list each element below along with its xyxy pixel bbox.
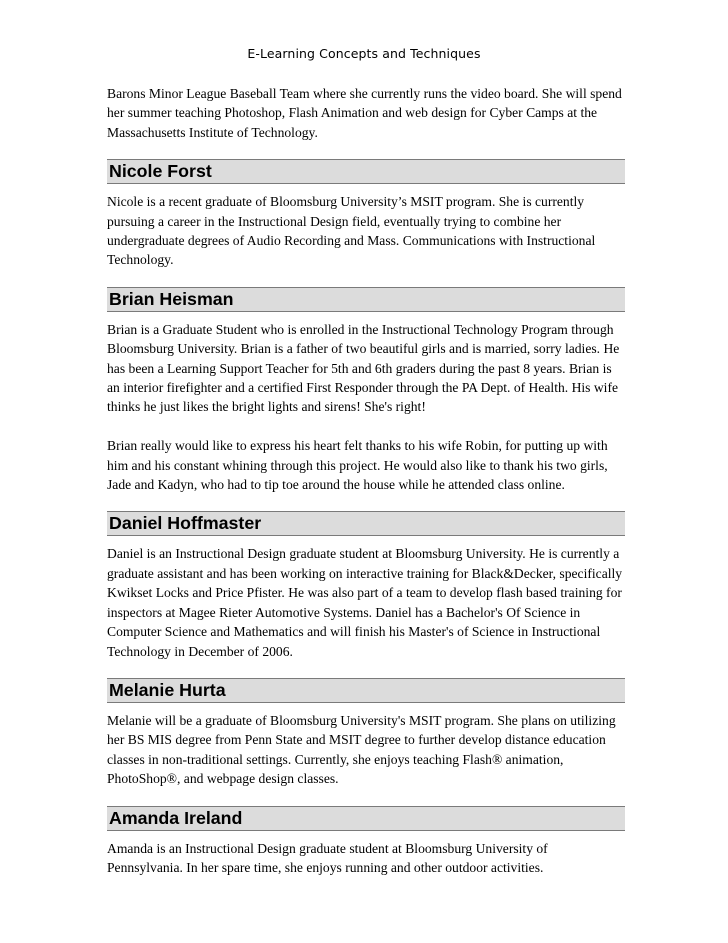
profile-paragraph: Nicole is a recent graduate of Bloomsburg University’s MSIT program. She is currently pursuing a career in the Instructional Design field, eventually trying to combine her undergraduate degrees of Audio Recording and Mass. Communications with Instructional Technology. (107, 194, 596, 268)
profile-daniel-hoffmaster (107, 511, 625, 660)
profile-paragraph: Amanda is an Instructional Design graduate student at Bloomsburg University of Pennsylvania. In her spare time, she enjoys running and other outdoor activities. (107, 840, 548, 875)
profile-paragraph: Daniel is an Instructional Design graduate student at Bloomsburg University. He is currently a graduate assistant and has been working on interactive training for Black&Decker, specifically Kwikset Locks and Price Pfister. He was also part of a team to develop flash based training for inspectors at Magee Rieter Automotive Systems. Daniel has a Bachelor's Of Science in Computer Science and Mathematics and will finish his Master's of Science in Instructional Technology in December of 2006. (107, 546, 623, 659)
profile-paragraph: Melanie will be a graduate of Bloomsburg University's MSIT program. She plans on utilizing her BS MIS degree from Penn State and MSIT degree to further develop distance education classes in non-traditional settings. Currently, she enjoys teaching Flash® animation, PhotoShop®, and webpage design classes. (107, 712, 616, 787)
page-header: E-Learning Concepts and Techniques (247, 46, 481, 61)
section-heading: Brian Heisman (107, 287, 625, 312)
profile-melanie-hurta (107, 678, 625, 789)
section-heading: Daniel Hoffmaster (107, 511, 625, 536)
section-heading: Nicole Forst (107, 159, 625, 184)
profile-amanda-ireland (107, 806, 625, 878)
section-heading: Melanie Hurta (107, 678, 625, 703)
intro-paragraph: Barons Minor League Baseball Team where she currently runs the video board. She will spend her summer teaching Photoshop, Flash Animation and web design for Cyber Camps at the Massachusetts Institute of Technology. (107, 86, 622, 140)
profile-brian-heisman (107, 287, 625, 495)
profile-paragraph: Brian is a Graduate Student who is enrolled in the Instructional Technology Program through Bloomsburg University. Brian is a father of two beautiful girls and is married, sorry ladies. He has been a Learning Support Teacher for 5th and 6th graders during the past 8 years. Brian is an interior firefighter and a certified First Responder through the PA Dept. of Health. His wife thinks he just likes the bright lights and sirens! She's right! (107, 321, 620, 415)
profile-paragraph: Brian really would like to express his heart felt thanks to his wife Robin, for putting up with him and his constant whining through this project. He would also like to thank his two girls, Jade and Kadyn, who had to tip toe around the house while he attended class online. (107, 438, 608, 493)
document-body (107, 84, 625, 877)
profile-nicole-forst (107, 159, 625, 270)
section-heading: Amanda Ireland (107, 806, 625, 831)
